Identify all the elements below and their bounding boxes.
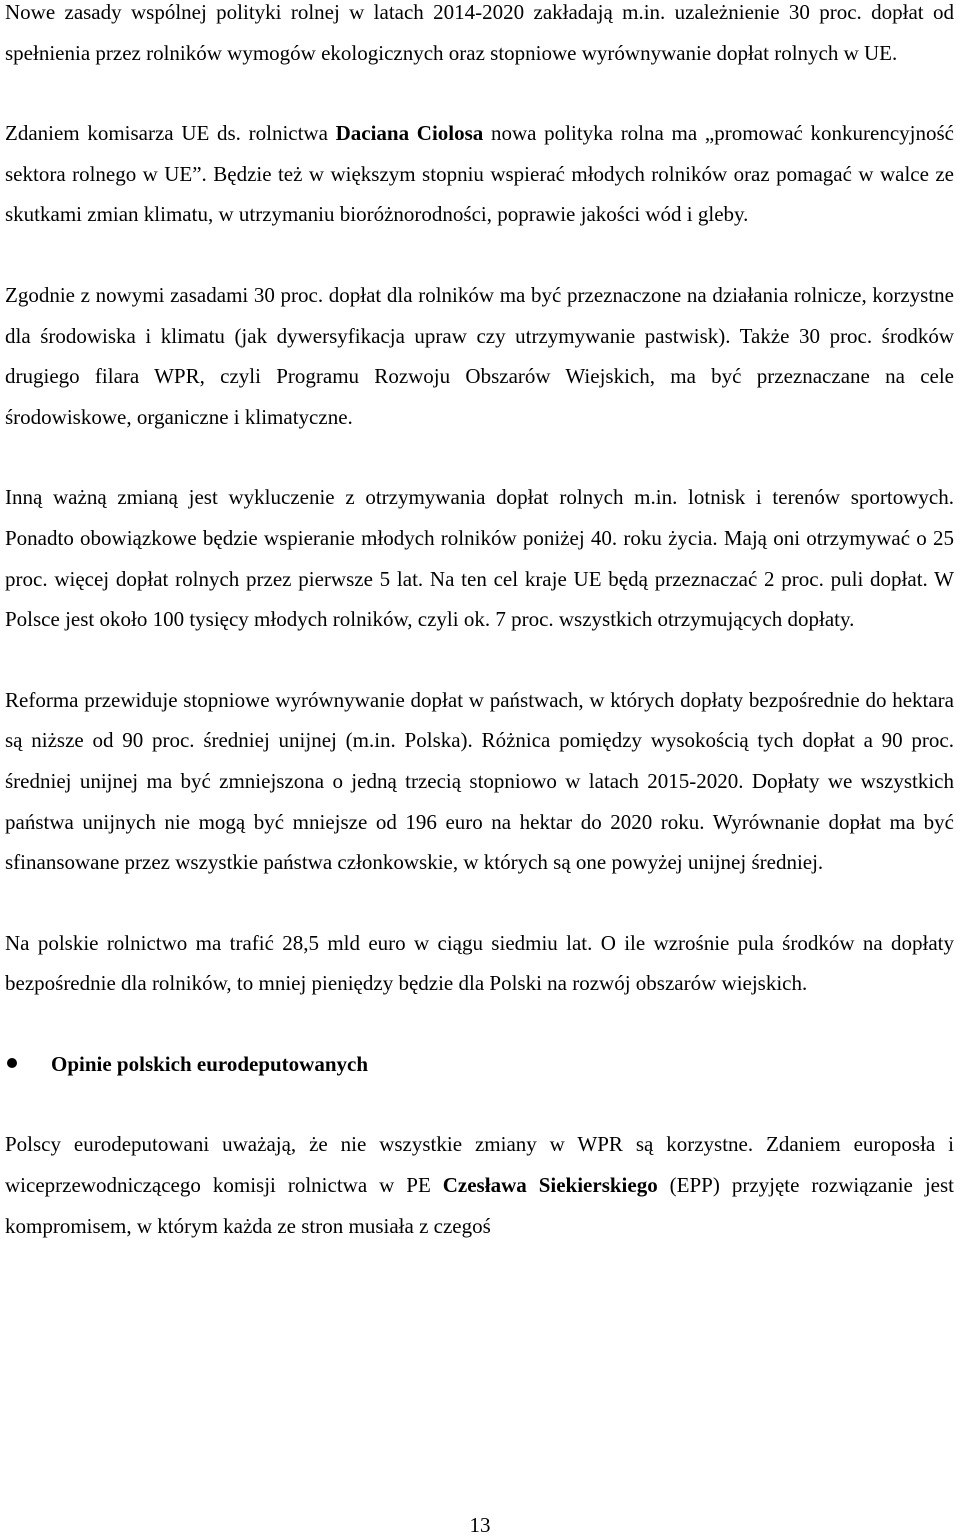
document-page bbox=[5, 0, 954, 1246]
paragraph-spacer bbox=[5, 437, 954, 477]
paragraph-eurodeputies-text-end: (EPP) przyjęte rozwiązanie jest kompromisem, w którym każda ze stron musiała z czegoś bbox=[5, 1173, 954, 1238]
page-number: 13 bbox=[469, 1513, 491, 1537]
paragraph-spacer bbox=[5, 640, 954, 680]
paragraph-polish-agriculture: Na polskie rolnictwo ma trafić 28,5 mld euro w ciągu siedmiu lat. O ile wzrośnie pula środków na dopłaty bezpośrednie dla rolników, to mniej pieniędzy będzie dla Polski na rozwój obszarów wiejskich. bbox=[5, 930, 954, 996]
paragraph-spacer bbox=[5, 1084, 954, 1124]
paragraph-exclusions: Inną ważną zmianą jest wykluczenie z otrzymywania dopłat rolnych m.in. lotnisk i terenów sportowych. Ponadto obowiązkowe będzie wspieranie młodych rolników poniżej 40. roku życia. Mają oni otrzymywać o 25 proc. więcej dopłat rolnych przez pierwsze 5 lat. Na ten cel kraje UE będą przeznaczać 2 proc. puli dopłat. W Polsce jest około 100 tysięcy młodych rolników, czyli ok. 7 proc. wszystkich otrzymujących dopłaty. bbox=[5, 485, 954, 632]
paragraph-spacer bbox=[5, 235, 954, 275]
paragraph-reform: Reforma przewiduje stopniowe wyrównywanie dopłat w państwach, w których dopłaty bezpośrednie do hektara są niższe od 90 proc. średniej unijnej (m.in. Polska). Różnica pomiędzy wysokością tych dopłat a 90 proc. średniej unijnej ma być zmniejszona o jedną trzecią stopniowo w latach 2015-2020. Dopłaty we wszystkich państwa unijnych nie mogą być mniejsze od 196 euro na hektar do 2020 roku. Wyrównanie dopłat ma być sfinansowane przez wszystkie państwa członkowskie, w których są one powyżej unijnej średniej. bbox=[5, 687, 954, 875]
paragraph-spacer bbox=[5, 883, 954, 923]
paragraph-commissioner-text-start: Zdaniem komisarza UE ds. rolnictwa bbox=[5, 121, 336, 146]
paragraph-new-rules: Zgodnie z nowymi zasadami 30 proc. dopłat dla rolników ma być przeznaczone na działania rolnicze, korzystne dla środowiska i klimatu (jak dywersyfikacja upraw czy utrzymywanie pastwisk). Także 30 proc. środków drugiego filara WPR, czyli Programu Rozwoju Obszarów Wiejskich, ma być przeznaczane na cele środowiskowe, organiczne i klimatyczne. bbox=[5, 282, 954, 429]
paragraph-commissioner-text-end: nowa polityka rolna ma „promować konkurencyjność sektora rolnego w UE”. Będzie też w większym stopniu wspierać młodych rolników oraz pomagać w walce ze skutkami zmian klimatu, w utrzymaniu bioróżnorodności, poprawie jakości wód i gleby. bbox=[5, 121, 954, 227]
eurodeputy-name: Czesława Siekierskiego bbox=[442, 1173, 658, 1198]
paragraph-commissioner bbox=[5, 113, 954, 235]
paragraph-spacer bbox=[5, 73, 954, 113]
bullet-icon bbox=[7, 1058, 17, 1068]
paragraph-spacer bbox=[5, 1004, 954, 1044]
paragraph-eurodeputies-text-start: Polscy eurodeputowani uważają, że nie wszystkie zmiany w WPR są korzystne. Zdaniem europosła i wiceprzewodniczącego komisji rolnictwa w PE bbox=[5, 1132, 954, 1198]
paragraph-eurodeputies bbox=[5, 1124, 954, 1246]
paragraph-intro: Nowe zasady wspólnej polityki rolnej w latach 2014-2020 zakładają m.in. uzależnienie 30 proc. dopłat od spełnienia przez rolników wymogów ekologicznych oraz stopniowe wyrównywanie dopłat rolnych w UE. bbox=[5, 0, 954, 65]
bullet-list-item bbox=[5, 1044, 954, 1085]
section-heading: Opinie polskich eurodeputowanych bbox=[51, 1051, 369, 1076]
commissioner-name: Daciana Ciolosa bbox=[335, 121, 484, 146]
